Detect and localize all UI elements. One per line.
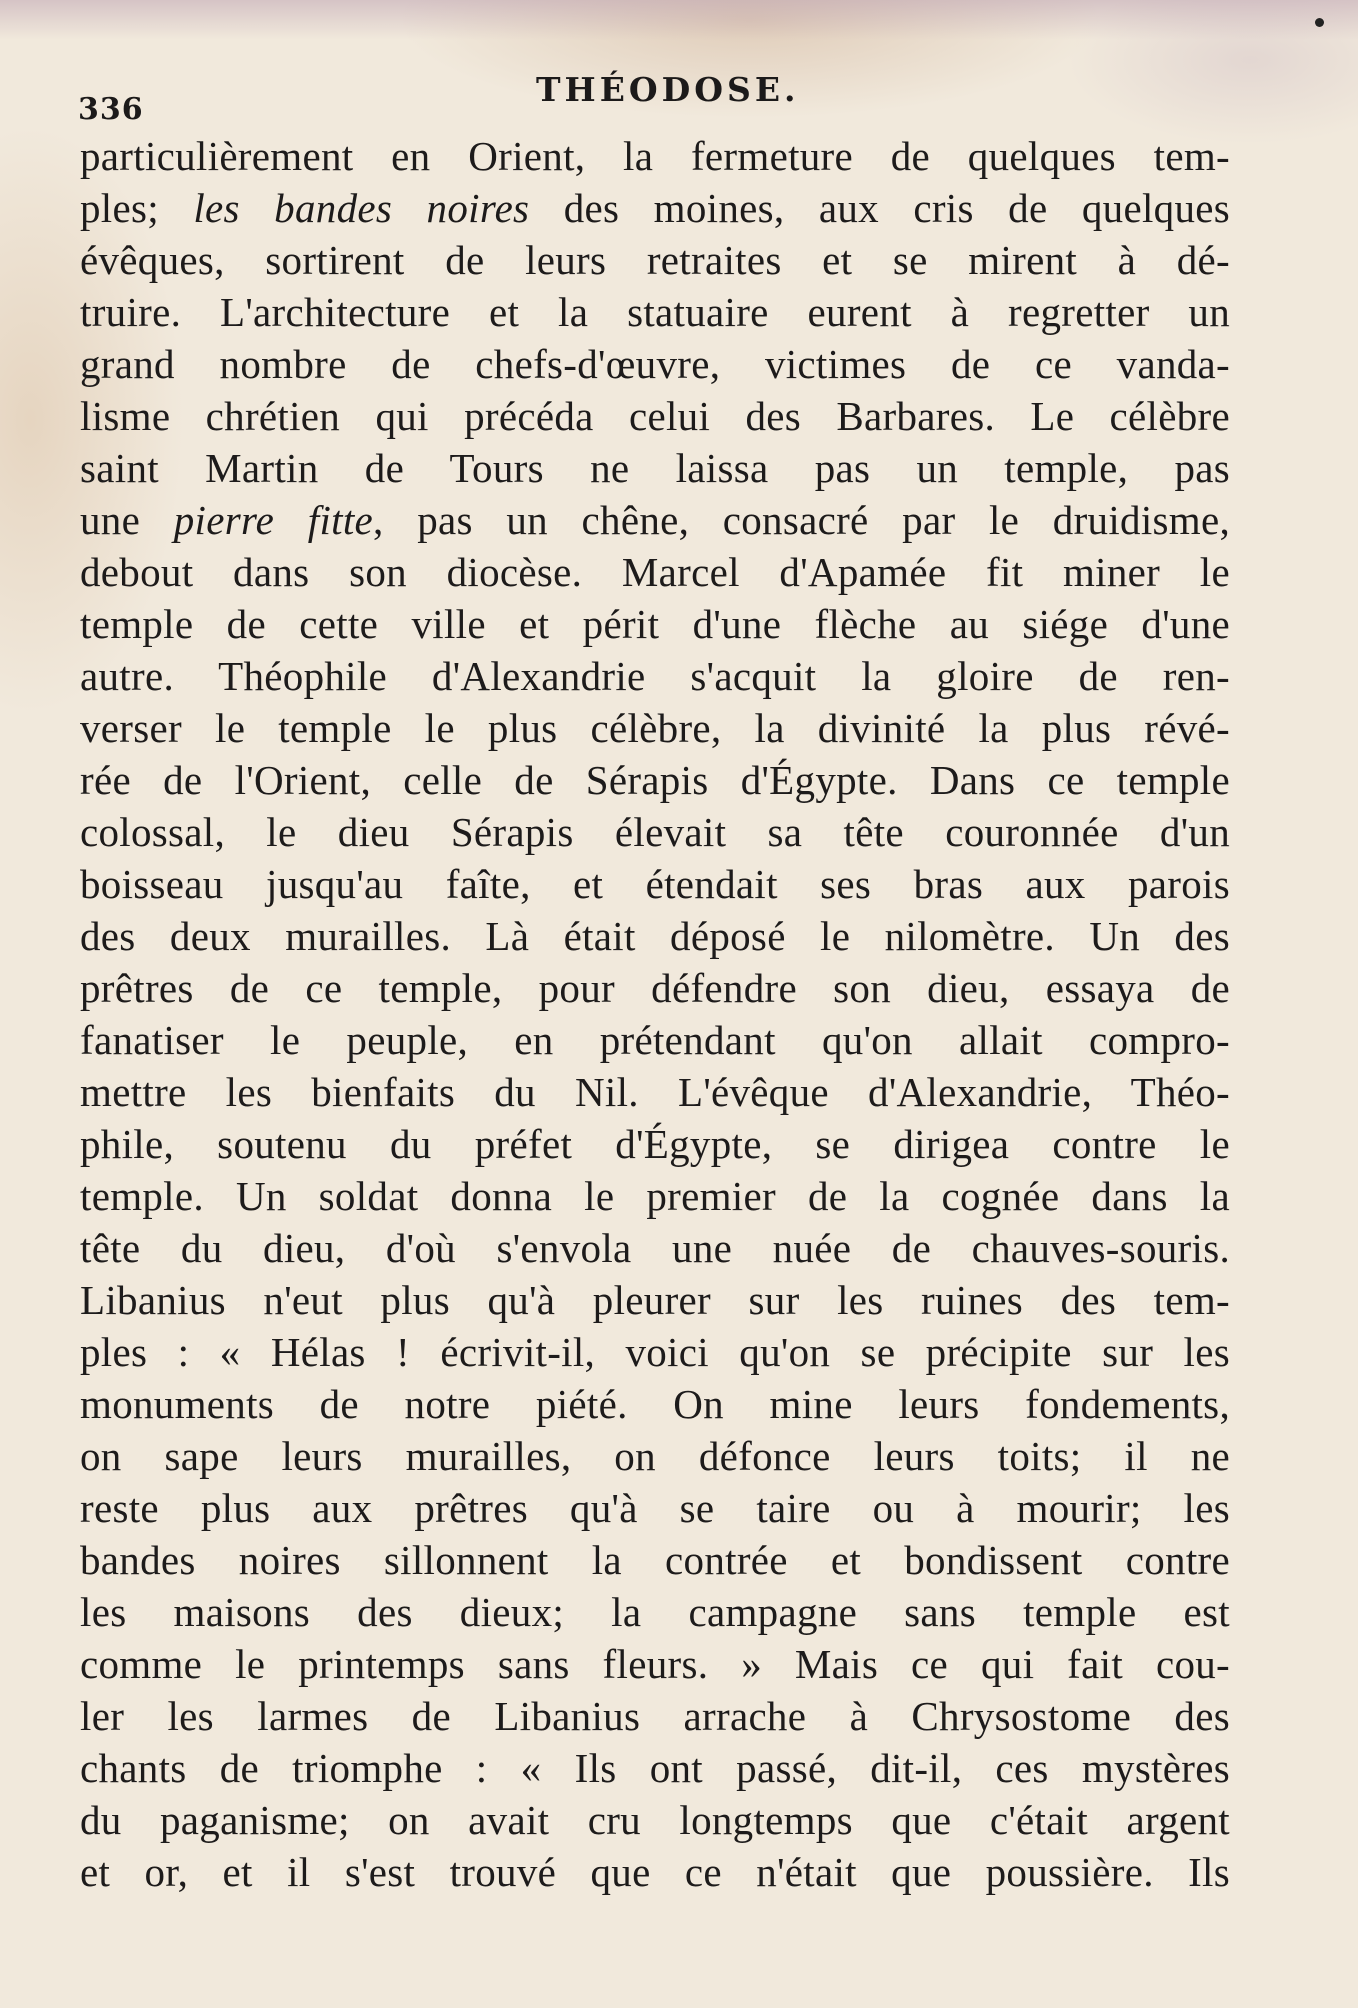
italic-text: les bandes noires — [193, 185, 530, 231]
text-line — [80, 858, 1230, 910]
text-line — [80, 1534, 1230, 1586]
text-run: saint Martin de Tours ne laissa pas un temple, pas — [80, 445, 1230, 491]
text-run: les maisons des dieux; la campagne sans temple est — [80, 1589, 1230, 1635]
text-run: , pas un chêne, consacré par le druidisme, — [373, 497, 1231, 543]
text-run: monuments de notre piété. On mine leurs fondements, — [80, 1381, 1230, 1427]
text-run: mettre les bienfaits du Nil. L'évêque d'Alexandrie, Théo- — [80, 1069, 1230, 1115]
running-title: THÉODOSE. — [536, 70, 800, 109]
text-line — [80, 1586, 1230, 1638]
text-run: reste plus aux prêtres qu'à se taire ou à mourir; les — [80, 1485, 1230, 1531]
page-number: 336 — [78, 92, 144, 127]
text-line — [80, 1846, 1230, 1898]
text-run: tête du dieu, d'où s'envola une nuée de chauves-souris. — [80, 1225, 1230, 1271]
text-run: bandes noires sillonnent la contrée et bondissent contre — [80, 1537, 1230, 1583]
italic-text: pierre fitte — [173, 497, 374, 543]
text-run: boisseau jusqu'au faîte, et étendait ses bras aux parois — [80, 861, 1230, 907]
text-run: rée de l'Orient, celle de Sérapis d'Égypte. Dans ce temple — [80, 757, 1230, 803]
text-line — [80, 1794, 1230, 1846]
text-line — [80, 650, 1230, 702]
text-line — [80, 1118, 1230, 1170]
paper-stain — [0, 0, 1358, 40]
text-run: phile, soutenu du préfet d'Égypte, se dirigea contre le — [80, 1121, 1230, 1167]
text-line — [80, 1222, 1230, 1274]
text-run: Libanius n'eut plus qu'à pleurer sur les ruines des tem- — [80, 1277, 1230, 1323]
text-run: ples; — [80, 185, 194, 231]
text-run: comme le printemps sans fleurs. » Mais ce qui fait cou- — [80, 1641, 1230, 1687]
text-line — [80, 910, 1230, 962]
text-line — [80, 286, 1230, 338]
text-run: une — [80, 497, 174, 543]
text-line — [80, 1690, 1230, 1742]
text-run: ler les larmes de Libanius arrache à Chrysostome des — [80, 1693, 1230, 1739]
text-line — [80, 1378, 1230, 1430]
text-run: des deux murailles. Là était déposé le nilomètre. Un des — [80, 913, 1230, 959]
text-run: chants de triomphe : « Ils ont passé, dit-il, ces mystères — [80, 1745, 1230, 1791]
text-line — [80, 598, 1230, 650]
text-run: debout dans son diocèse. Marcel d'Apamée fit miner le — [80, 549, 1230, 595]
text-run: truire. L'architecture et la statuaire eurent à regretter un — [80, 289, 1230, 335]
text-run: particulièrement en Orient, la fermeture de quelques tem- — [80, 133, 1230, 179]
text-run: temple de cette ville et périt d'une flèche au siége d'une — [80, 601, 1230, 647]
text-line — [80, 442, 1230, 494]
text-run: autre. Théophile d'Alexandrie s'acquit la gloire de ren- — [80, 653, 1230, 699]
body-text — [80, 130, 1230, 1898]
page-header — [78, 70, 1228, 127]
text-run: lisme chrétien qui précéda celui des Barbares. Le célèbre — [80, 393, 1230, 439]
text-line — [80, 1430, 1230, 1482]
text-line — [80, 1638, 1230, 1690]
text-line — [80, 1482, 1230, 1534]
text-run: du paganisme; on avait cru longtemps que c'était argent — [80, 1797, 1230, 1843]
text-line — [80, 1066, 1230, 1118]
text-line — [80, 234, 1230, 286]
text-run: évêques, sortirent de leurs retraites et se mirent à dé- — [80, 237, 1230, 283]
text-run: colossal, le dieu Sérapis élevait sa tête couronnée d'un — [80, 809, 1230, 855]
text-run: temple. Un soldat donna le premier de la cognée dans la — [80, 1173, 1230, 1219]
text-line — [80, 1742, 1230, 1794]
ink-dot — [1315, 18, 1324, 27]
text-line — [80, 962, 1230, 1014]
text-line — [80, 130, 1230, 182]
text-line — [80, 806, 1230, 858]
text-line — [80, 1170, 1230, 1222]
text-run: grand nombre de chefs-d'œuvre, victimes de ce vanda- — [80, 341, 1230, 387]
text-run: prêtres de ce temple, pour défendre son dieu, essaya de — [80, 965, 1230, 1011]
text-run: des moines, aux cris de quelques — [529, 185, 1230, 231]
text-line — [80, 338, 1230, 390]
text-run: verser le temple le plus célèbre, la divinité la plus révé- — [80, 705, 1230, 751]
text-line — [80, 390, 1230, 442]
text-line — [80, 1014, 1230, 1066]
text-line — [80, 494, 1230, 546]
text-run: et or, et il s'est trouvé que ce n'était que poussière. Ils — [80, 1849, 1230, 1895]
text-run: fanatiser le peuple, en prétendant qu'on allait compro- — [80, 1017, 1230, 1063]
text-line — [80, 182, 1230, 234]
text-line — [80, 546, 1230, 598]
text-line — [80, 754, 1230, 806]
text-line — [80, 702, 1230, 754]
text-line — [80, 1274, 1230, 1326]
text-line — [80, 1326, 1230, 1378]
text-run: on sape leurs murailles, on défonce leurs toits; il ne — [80, 1433, 1230, 1479]
text-run: ples : « Hélas ! écrivit-il, voici qu'on se précipite sur les — [80, 1329, 1230, 1375]
